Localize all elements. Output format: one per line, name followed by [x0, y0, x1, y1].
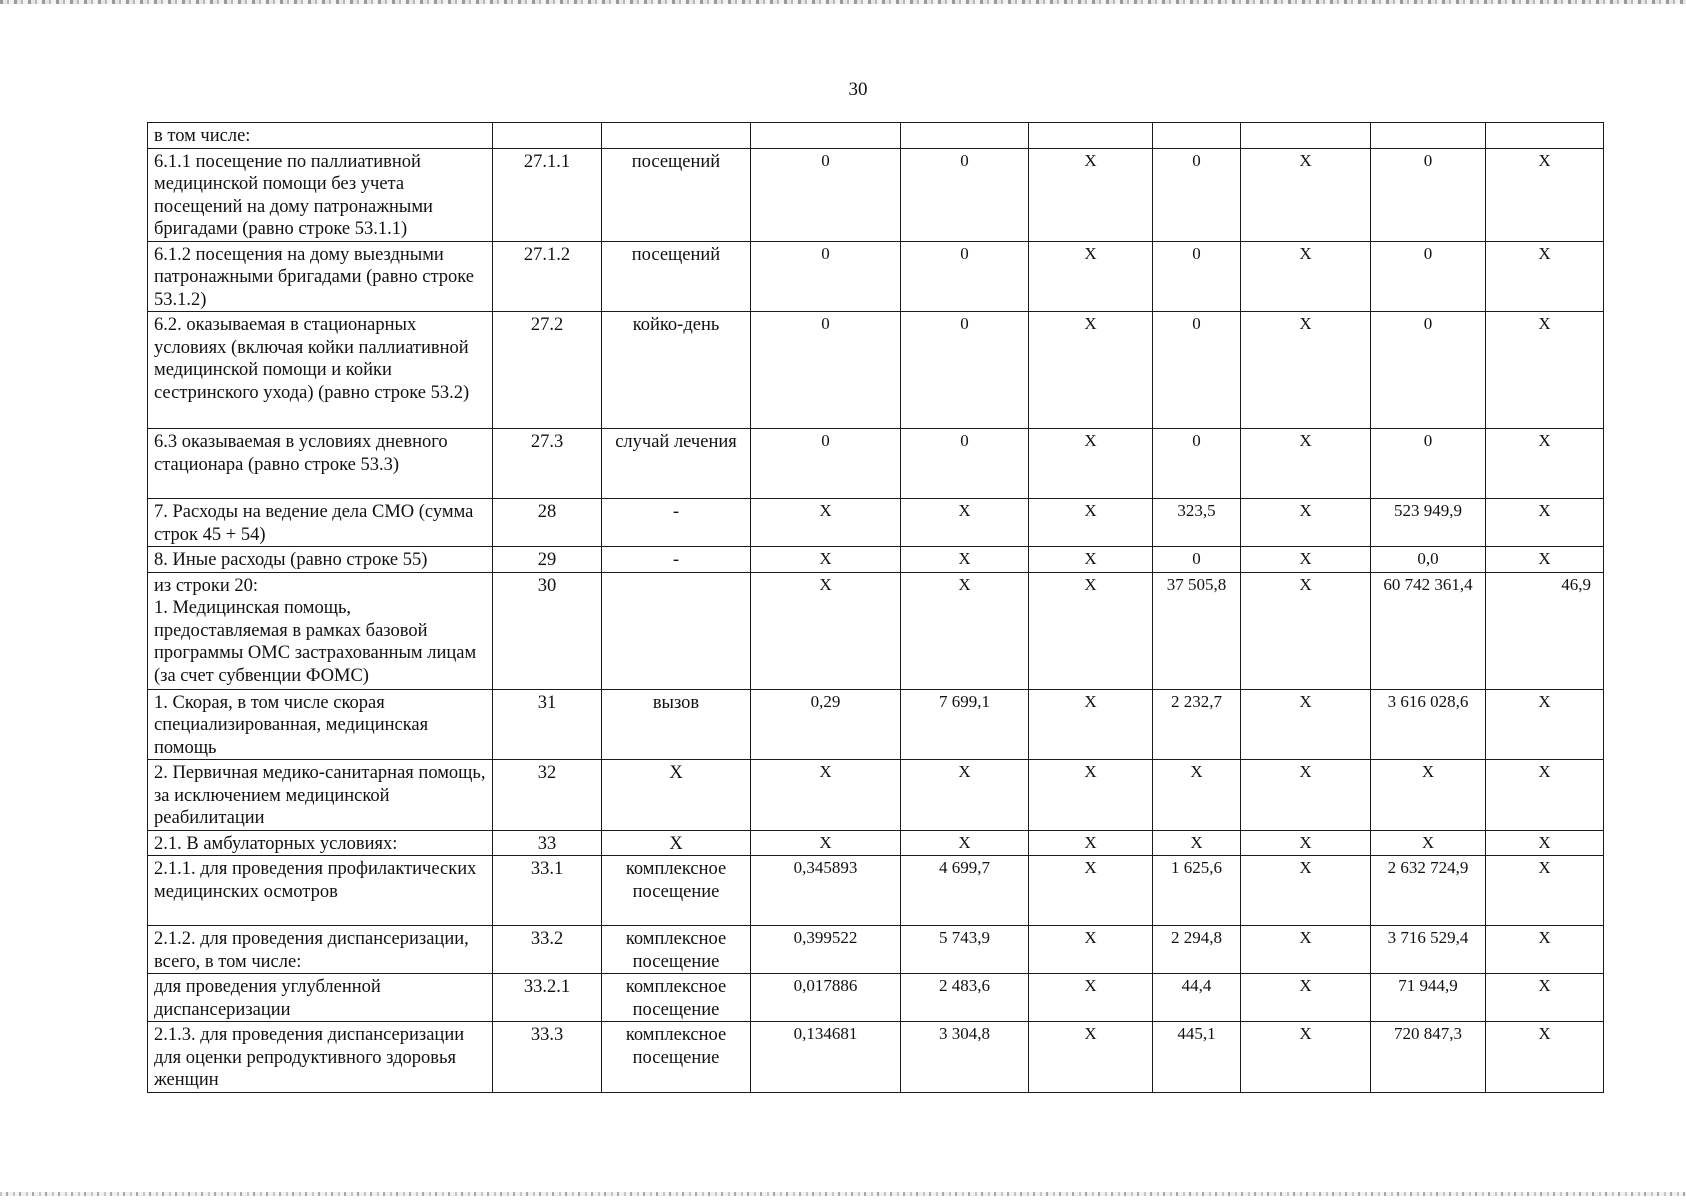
cell-total-sum: 0,0 — [1371, 547, 1486, 573]
cell-name: 7. Расходы на ведение дела СМО (сумма строк 45 + 54) — [148, 499, 493, 547]
cell-col-6: X — [1029, 572, 1153, 689]
cell-col-6: X — [1029, 547, 1153, 573]
scan-edge-bottom — [0, 1192, 1686, 1196]
cell-cost-norm: 4 699,7 — [901, 856, 1029, 926]
cell-cost-norm: X — [901, 572, 1029, 689]
cell-per-capita: 37 505,8 — [1153, 572, 1241, 689]
cell-col-8: X — [1241, 856, 1371, 926]
cell-name: 6.3 оказываемая в условиях дневного стационара (равно строке 53.3) — [148, 429, 493, 499]
table-row — [148, 926, 1604, 974]
cell-name: 2. Первичная медико-санитарная помощь, за исключением медицинской реабилитации — [148, 760, 493, 831]
cell-per-capita: 44,4 — [1153, 974, 1241, 1022]
cell-unit: комплексное посещение — [602, 926, 751, 974]
cell-col-8: X — [1241, 312, 1371, 429]
cell-name: 6.1.2 посещения на дому выездными патронажными бригадами (равно строке 53.1.2) — [148, 241, 493, 312]
cell-share: X — [1486, 760, 1604, 831]
cell-col-8: X — [1241, 148, 1371, 241]
cell-unit: комплексное посещение — [602, 1022, 751, 1093]
cell-cost-norm: 2 483,6 — [901, 974, 1029, 1022]
cell-name: 6.2. оказываемая в стационарных условиях (включая койки паллиативной медицинской помощи и койки сестринского ухода) (равно строке 53.2) — [148, 312, 493, 429]
cell-col-8: X — [1241, 241, 1371, 312]
table-body — [148, 123, 1604, 1093]
cell-line-number: 27.1.2 — [493, 241, 602, 312]
cell-col-6: X — [1029, 499, 1153, 547]
cell-unit: комплексное посещение — [602, 974, 751, 1022]
cell-share: X — [1486, 856, 1604, 926]
cell-volume-norm: 0,017886 — [751, 974, 901, 1022]
cell-col-8: X — [1241, 572, 1371, 689]
cell-line-number: 33.3 — [493, 1022, 602, 1093]
cell-total-sum: 60 742 361,4 — [1371, 572, 1486, 689]
cell-cost-norm: 3 304,8 — [901, 1022, 1029, 1093]
cell-share — [1486, 123, 1604, 149]
cell-unit: посещений — [602, 241, 751, 312]
cell-share: X — [1486, 1022, 1604, 1093]
cell-per-capita: 445,1 — [1153, 1022, 1241, 1093]
cell-share: X — [1486, 926, 1604, 974]
cell-share: X — [1486, 974, 1604, 1022]
cell-total-sum: 0 — [1371, 148, 1486, 241]
cell-name: из строки 20: 1. Медицинская помощь, предоставляемая в рамках базовой программы ОМС застрахованным лицам (за счет субвенции ФОМС) — [148, 572, 493, 689]
cell-unit: - — [602, 547, 751, 573]
cell-volume-norm: 0 — [751, 241, 901, 312]
cell-col-6: X — [1029, 856, 1153, 926]
cell-total-sum: 3 616 028,6 — [1371, 689, 1486, 760]
cell-share: X — [1486, 830, 1604, 856]
cell-per-capita: 0 — [1153, 547, 1241, 573]
cell-line-number: 33.2 — [493, 926, 602, 974]
table-row — [148, 856, 1604, 926]
cell-total-sum — [1371, 123, 1486, 149]
cell-col-8 — [1241, 123, 1371, 149]
cell-volume-norm: X — [751, 499, 901, 547]
table-row — [148, 312, 1604, 429]
cell-line-number: 27.2 — [493, 312, 602, 429]
cell-name: в том числе: — [148, 123, 493, 149]
cell-col-8: X — [1241, 429, 1371, 499]
cell-share: X — [1486, 312, 1604, 429]
cell-col-6: X — [1029, 760, 1153, 831]
cell-cost-norm: 7 699,1 — [901, 689, 1029, 760]
cell-col-8: X — [1241, 499, 1371, 547]
cell-col-8: X — [1241, 689, 1371, 760]
table-row — [148, 689, 1604, 760]
cell-col-8: X — [1241, 830, 1371, 856]
cell-cost-norm: 0 — [901, 241, 1029, 312]
cell-cost-norm: X — [901, 499, 1029, 547]
cell-per-capita: 0 — [1153, 312, 1241, 429]
cell-volume-norm: 0,399522 — [751, 926, 901, 974]
cell-line-number: 33.1 — [493, 856, 602, 926]
cell-volume-norm: 0,29 — [751, 689, 901, 760]
cell-per-capita: 0 — [1153, 429, 1241, 499]
cell-unit: X — [602, 760, 751, 831]
cell-per-capita: X — [1153, 760, 1241, 831]
cell-cost-norm — [901, 123, 1029, 149]
cell-total-sum: 0 — [1371, 312, 1486, 429]
cell-total-sum: 720 847,3 — [1371, 1022, 1486, 1093]
cell-volume-norm: X — [751, 572, 901, 689]
cell-total-sum: 0 — [1371, 429, 1486, 499]
cell-unit: посещений — [602, 148, 751, 241]
cell-unit — [602, 572, 751, 689]
cell-total-sum: 71 944,9 — [1371, 974, 1486, 1022]
cell-line-number: 33.2.1 — [493, 974, 602, 1022]
cell-cost-norm: 0 — [901, 148, 1029, 241]
cell-col-6: X — [1029, 689, 1153, 760]
cell-per-capita — [1153, 123, 1241, 149]
cell-col-6: X — [1029, 974, 1153, 1022]
cell-col-6: X — [1029, 1022, 1153, 1093]
cell-line-number: 32 — [493, 760, 602, 831]
cell-cost-norm: 0 — [901, 429, 1029, 499]
cell-share: X — [1486, 547, 1604, 573]
cell-col-6 — [1029, 123, 1153, 149]
cell-col-6: X — [1029, 429, 1153, 499]
cell-line-number: 27.1.1 — [493, 148, 602, 241]
cell-volume-norm: 0,134681 — [751, 1022, 901, 1093]
cell-volume-norm — [751, 123, 901, 149]
cell-per-capita: 0 — [1153, 241, 1241, 312]
cell-unit: комплексное посещение — [602, 856, 751, 926]
cell-line-number: 30 — [493, 572, 602, 689]
cell-col-8: X — [1241, 547, 1371, 573]
cell-unit: случай лечения — [602, 429, 751, 499]
scan-edge-top — [0, 0, 1686, 4]
cell-per-capita: 2 232,7 — [1153, 689, 1241, 760]
cell-line-number: 33 — [493, 830, 602, 856]
cell-total-sum: 2 632 724,9 — [1371, 856, 1486, 926]
cell-share: X — [1486, 241, 1604, 312]
cell-per-capita: 1 625,6 — [1153, 856, 1241, 926]
cell-col-6: X — [1029, 241, 1153, 312]
cell-name: 2.1.3. для проведения диспансеризации для оценки репродуктивного здоровья женщин — [148, 1022, 493, 1093]
cell-line-number — [493, 123, 602, 149]
cell-share: X — [1486, 689, 1604, 760]
cell-total-sum: 523 949,9 — [1371, 499, 1486, 547]
cell-col-8: X — [1241, 974, 1371, 1022]
cell-volume-norm: X — [751, 547, 901, 573]
cell-line-number: 31 — [493, 689, 602, 760]
cell-unit — [602, 123, 751, 149]
table-row — [148, 830, 1604, 856]
cell-volume-norm: 0 — [751, 148, 901, 241]
cell-per-capita: 0 — [1153, 148, 1241, 241]
cell-cost-norm: X — [901, 547, 1029, 573]
cell-col-8: X — [1241, 926, 1371, 974]
cell-name: для проведения углубленной диспансеризации — [148, 974, 493, 1022]
data-table — [147, 122, 1604, 1093]
cell-cost-norm: 5 743,9 — [901, 926, 1029, 974]
table-row — [148, 1022, 1604, 1093]
cell-share: X — [1486, 429, 1604, 499]
cell-total-sum: X — [1371, 760, 1486, 831]
table-row — [148, 547, 1604, 573]
cell-per-capita: X — [1153, 830, 1241, 856]
cell-col-6: X — [1029, 312, 1153, 429]
cell-volume-norm: X — [751, 760, 901, 831]
cell-share: X — [1486, 148, 1604, 241]
cell-volume-norm: 0 — [751, 312, 901, 429]
cell-line-number: 28 — [493, 499, 602, 547]
cell-col-8: X — [1241, 1022, 1371, 1093]
cell-unit: вызов — [602, 689, 751, 760]
cell-name: 2.1.2. для проведения диспансеризации, всего, в том числе: — [148, 926, 493, 974]
cell-total-sum: X — [1371, 830, 1486, 856]
page-number: 30 — [848, 79, 868, 100]
cell-total-sum: 0 — [1371, 241, 1486, 312]
cell-name: 2.1. В амбулаторных условиях: — [148, 830, 493, 856]
cell-per-capita: 2 294,8 — [1153, 926, 1241, 974]
cell-unit: койко-день — [602, 312, 751, 429]
table-row — [148, 760, 1604, 831]
cell-cost-norm: 0 — [901, 312, 1029, 429]
cell-col-6: X — [1029, 830, 1153, 856]
cell-name: 1. Скорая, в том числе скорая специализированная, медицинская помощь — [148, 689, 493, 760]
table-row — [148, 123, 1604, 149]
table-row — [148, 429, 1604, 499]
cell-volume-norm: X — [751, 830, 901, 856]
cell-unit: X — [602, 830, 751, 856]
cell-line-number: 27.3 — [493, 429, 602, 499]
cell-name: 8. Иные расходы (равно строке 55) — [148, 547, 493, 573]
cell-cost-norm: X — [901, 760, 1029, 831]
cell-line-number: 29 — [493, 547, 602, 573]
cell-name: 2.1.1. для проведения профилактических медицинских осмотров — [148, 856, 493, 926]
cell-share: 46,9 — [1486, 572, 1604, 689]
cell-col-8: X — [1241, 760, 1371, 831]
cell-volume-norm: 0,345893 — [751, 856, 901, 926]
table-row — [148, 572, 1604, 689]
cell-total-sum: 3 716 529,4 — [1371, 926, 1486, 974]
table-row — [148, 241, 1604, 312]
cell-col-6: X — [1029, 926, 1153, 974]
cell-volume-norm: 0 — [751, 429, 901, 499]
table-row — [148, 148, 1604, 241]
cell-cost-norm: X — [901, 830, 1029, 856]
cell-col-6: X — [1029, 148, 1153, 241]
cell-share: X — [1486, 499, 1604, 547]
cell-name: 6.1.1 посещение по паллиативной медицинской помощи без учета посещений на дому патронажными бригадами (равно строке 53.1.1) — [148, 148, 493, 241]
table-row — [148, 499, 1604, 547]
cell-unit: - — [602, 499, 751, 547]
table-row — [148, 974, 1604, 1022]
cell-per-capita: 323,5 — [1153, 499, 1241, 547]
